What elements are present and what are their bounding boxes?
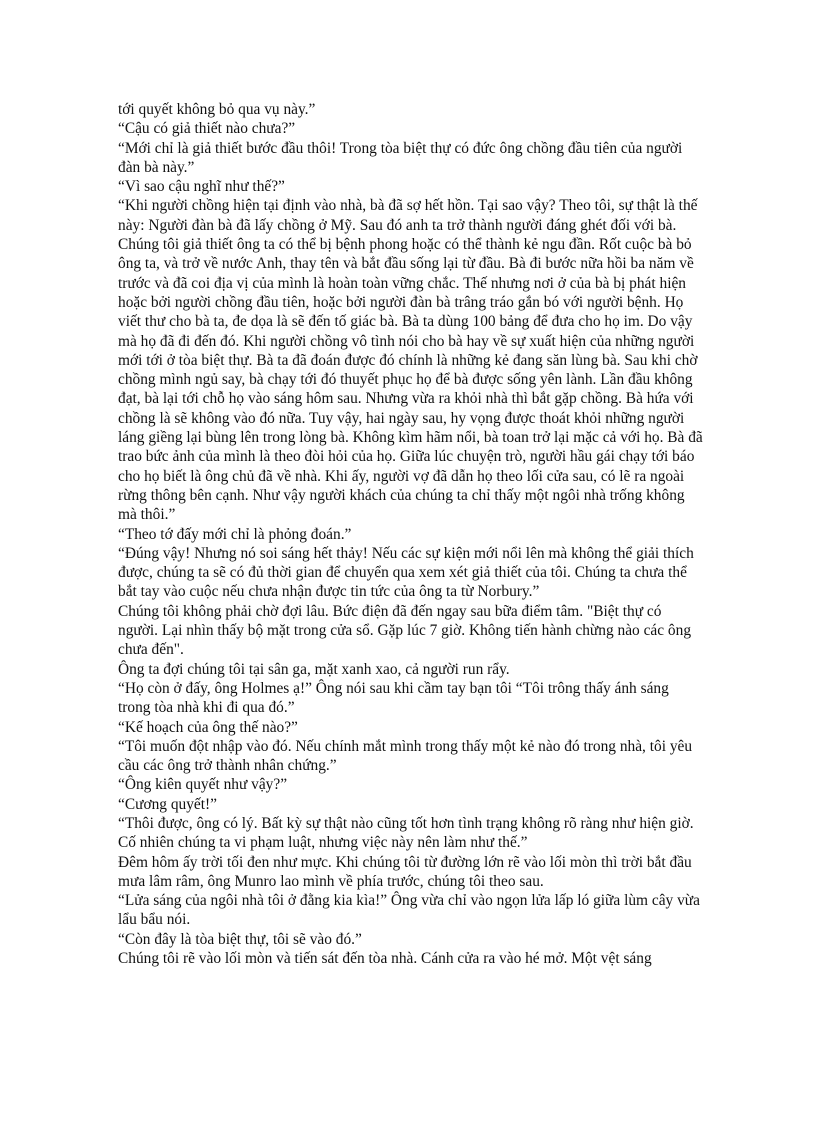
paragraph: Chúng tôi rẽ vào lối mòn và tiến sát đến tòa nhà. Cánh cửa ra vào hé mở. Một vệt sáng xyxy=(118,950,652,968)
paragraph: “Khi người chồng hiện tại định vào nhà, bà đã sợ hết hồn. Tại sao vậy? Theo tôi, sự thật là thế này: Người đàn bà đã lấy chồng ở Mỹ. Sau đó anh ta trở thành người đáng ghét đối với bà. Chúng tôi giả thiết ông ta có thể bị bệnh phong hoặc có thể thành kẻ ngu đần. Rốt cuộc bà bỏ ông ta, và trở về nước Anh, thay tên và bắt đầu sống lại từ đầu. Bà đi bước nữa hồi ba năm về trước và đã coi địa vị của mình là hoàn toàn vững chắc. Thế nhưng nơi ở của bà bị phát hiện hoặc bởi người chồng đầu tiên, hoặc bởi người đàn bà trâng tráo gắn bó với người bệnh. Họ viết thư cho bà ta, đe dọa là sẽ đến tố giác bà. Bà ta dùng 100 bảng để đưa cho họ im. Do vậy mà họ đã đi đến đó. Khi người chồng vô tình nói cho bà hay về sự xuất hiện của những người mới tới ở tòa biệt thự. Bà ta đã đoán được đó chính là những kẻ đang săn lùng bà. Sau khi chờ chồng mình ngủ say, bà chạy tới đó thuyết phục họ để bà được sống yên lành. Lần đầu không đạt, bà lại tới chỗ họ vào sáng hôm sau. Nhưng vừa ra khỏi nhà thì bắt gặp chồng. Bà hứa với chồng là sẽ không vào đó nữa. Tuy vậy, hai ngày sau, hy vọng được thoát khỏi những người láng giềng lại bùng lên trong lòng bà. Không kìm hãm nổi, bà toan trở lại mặc cả với họ. Bà đã trao bức ảnh của mình là theo đòi hỏi của họ. Giữa lúc chuyện trò, người hầu gái chạy tới báo cho họ biết là ông chủ đã về nhà. Khi ấy, người vợ đã dẫn họ theo lối cửa sau, có lẽ ra ngoài rừng thông bên cạnh. Như vậy người khách của chúng ta chỉ thấy một ngôi nhà trống không mà thôi.” xyxy=(118,197,703,524)
paragraph: Đêm hôm ấy trời tối đen như mực. Khi chúng tôi từ đường lớn rẽ vào lối mòn thì trời bắt đầu mưa lâm râm, ông Munro lao mình về phía trước, chúng tôi theo sau. xyxy=(118,853,692,890)
paragraph: “Cương quyết!” xyxy=(118,795,217,813)
text-body xyxy=(118,100,703,968)
paragraph: tới quyết không bỏ qua vụ này.” xyxy=(118,101,316,118)
paragraph: “Kế hoạch của ông thế nào?” xyxy=(118,718,298,736)
paragraph: “Theo tớ đấy mới chỉ là phỏng đoán.” xyxy=(118,525,352,543)
paragraph: “Cậu có giả thiết nào chưa?” xyxy=(118,120,296,138)
paragraph: “Thôi được, ông có lý. Bất kỳ sự thật nào cũng tốt hơn tình trạng không rõ ràng như hiện giờ. Cố nhiên chúng ta vi phạm luật, nhưng việc này nên làm như thế.” xyxy=(118,814,694,852)
paragraph: “Mới chỉ là giả thiết bước đầu thôi! Trong tòa biệt thự có đức ông chồng đầu tiên của người đàn bà này.” xyxy=(118,139,683,176)
paragraph: Chúng tôi không phải chờ đợi lâu. Bức điện đã đến ngay sau bữa điểm tâm. "Biệt thự có người. Lại nhìn thấy bộ mặt trong cửa sổ. Gặp lúc 7 giờ. Không tiến hành chừng nào các ông chưa đến". xyxy=(118,602,692,659)
paragraph: “Ông kiên quyết như vậy?” xyxy=(118,776,288,794)
paragraph: “Còn đây là tòa biệt thự, tôi sẽ vào đó.” xyxy=(118,930,362,948)
paragraph: “Họ còn ở đấy, ông Holmes ạ!” Ông nói sau khi cầm tay bạn tôi “Tôi trông thấy ánh sáng trong tòa nhà khi đi qua đó.” xyxy=(118,679,669,717)
paragraph: “Tôi muốn đột nhập vào đó. Nếu chính mắt mình trong thấy một kẻ nào đó trong nhà, tôi yêu cầu các ông trở thành nhân chứng.” xyxy=(118,737,693,775)
paragraph: “Đúng vậy! Nhưng nó soi sáng hết thảy! Nếu các sự kiện mới nổi lên mà không thể giải thích được, chúng ta sẽ có đủ thời gian để chuyển qua xem xét giả thiết của tôi. Chúng ta chưa thể bắt tay vào cuộc nếu chưa nhận được tin tức của ông ta từ Norbury.” xyxy=(118,544,694,601)
paragraph: Ông ta đợi chúng tôi tại sân ga, mặt xanh xao, cả người run rẩy. xyxy=(118,660,510,678)
paragraph: “Lửa sáng của ngôi nhà tôi ở đằng kia kìa!” Ông vừa chỉ vào ngọn lửa lấp ló giữa lùm cây vừa lẩu bẩu nói. xyxy=(118,892,700,929)
paragraph: “Vì sao cậu nghĩ như thế?” xyxy=(118,178,285,196)
